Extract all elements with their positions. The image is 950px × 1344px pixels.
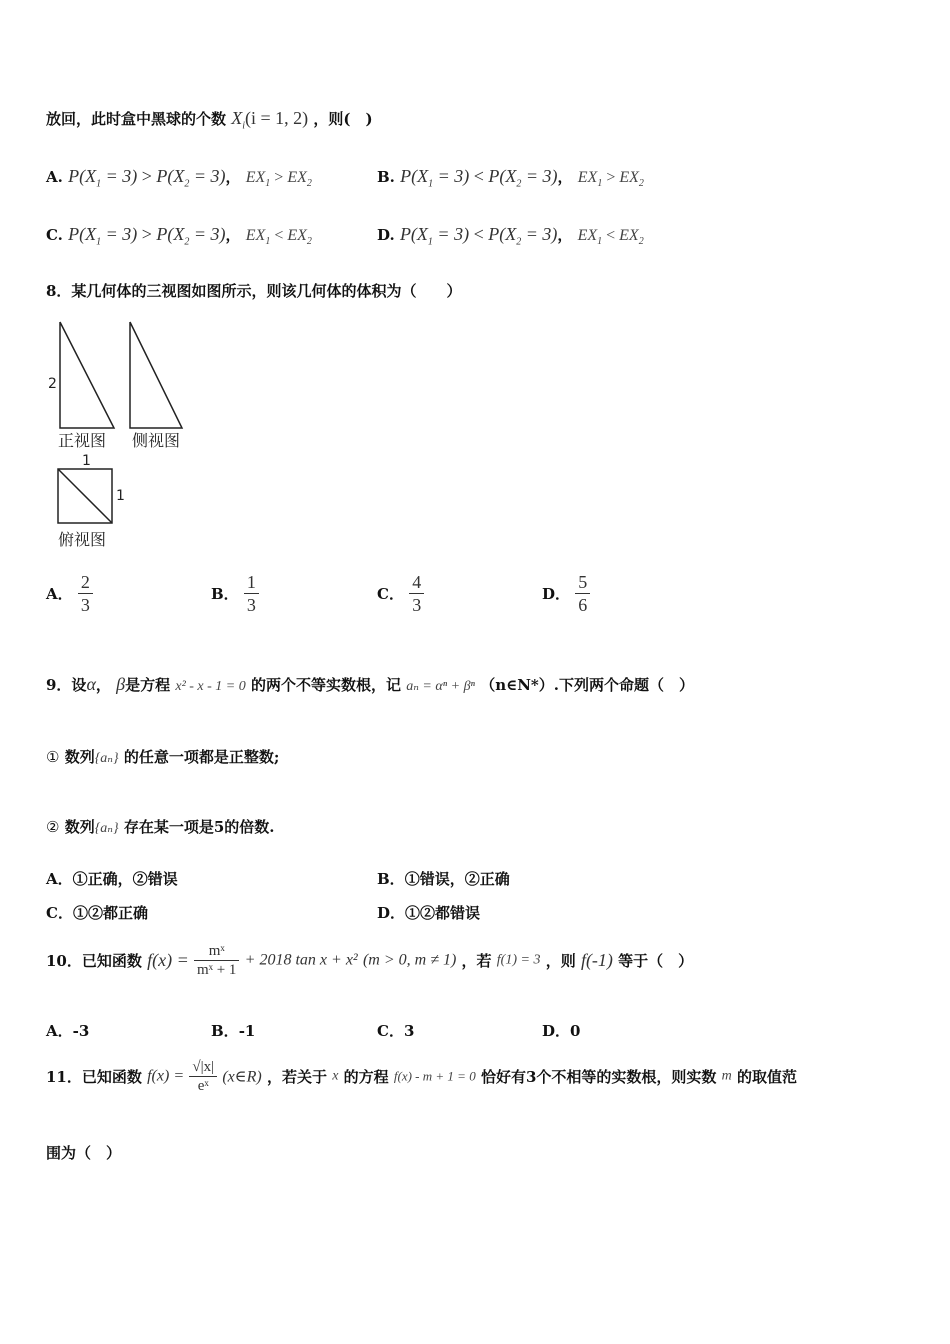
q8-option-d[interactable]: D． $\frac{5}{6}$ bbox=[542, 571, 590, 616]
q10-option-a[interactable]: A．-3 bbox=[46, 1022, 90, 1040]
q8-option-c[interactable]: C． $\frac{4}{3}$ bbox=[377, 571, 424, 616]
top-width-label: 1 bbox=[82, 453, 91, 469]
three-view-figure bbox=[44, 316, 204, 556]
top-view-label: 俯视图 bbox=[58, 530, 107, 549]
q10-stem: 10．已知函数 f(x) = $\frac{\text{mˣ}}{\text{mˣ + 1}}$ + 2018 tan x + x² (m > 0, m ≠ 1) ，若 f(1) = 3 ，则 f(-1) 等于（ ） bbox=[46, 943, 694, 978]
q10-option-b[interactable]: B．-1 bbox=[211, 1022, 256, 1040]
q8-option-a[interactable]: A． $\frac{2}{3}$ bbox=[46, 571, 93, 616]
q11-stem: 11．已知函数 f(x) = $\frac{√|x|}{\text{eˣ}}$ (x∈R) ，若关于 x 的方程 f(x) - m + 1 = 0 恰好有3个不相等的实数根，则实数 m 的取值范 bbox=[46, 1059, 797, 1094]
q9-option-a[interactable]: A．①正确，②错误 bbox=[46, 870, 178, 888]
side-view-label: 侧视图 bbox=[132, 431, 181, 450]
q9-statement-1: ① 数列{aₙ} 的任意一项都是正整数; bbox=[46, 748, 280, 766]
q8-option-b[interactable]: B． $\frac{1}{3}$ bbox=[211, 571, 259, 616]
q9-option-d[interactable]: D．①②都错误 bbox=[377, 904, 481, 922]
front-height-label: 2 bbox=[48, 376, 57, 392]
q9-option-b[interactable]: B．①错误，②正确 bbox=[377, 870, 510, 888]
q7-option-b[interactable]: B. $P(X_1 = 3) < P(X_2 = 3)$， $EX_1 > EX_2$ bbox=[377, 166, 644, 190]
q9-stem: 9．设α， β是方程 x² - x - 1 = 0 的两个不等实数根，记 aₙ = αⁿ + βⁿ （n∈N*）.下列两个命题（ ） bbox=[46, 674, 695, 694]
q7-continuation: 放回，此时盒中黑球的个数 $X_i(i = 1$, 2) ，则( ) bbox=[46, 108, 373, 132]
q10-option-c[interactable]: C．3 bbox=[377, 1022, 415, 1040]
q10-option-d[interactable]: D．0 bbox=[542, 1022, 581, 1040]
top-view-diagonal bbox=[58, 469, 112, 523]
q11-stem-continued: 围为（ ） bbox=[46, 1144, 122, 1162]
q7-option-c[interactable]: C. $P(X_1 = 3) > P(X_2 = 3)$， $EX_1 < EX_2$ bbox=[46, 224, 312, 248]
front-view-label: 正视图 bbox=[58, 431, 107, 450]
front-view-shape bbox=[60, 322, 114, 428]
q9-statement-2: ② 数列{aₙ} 存在某一项是5的倍数. bbox=[46, 818, 275, 836]
q9-option-c[interactable]: C．①②都正确 bbox=[46, 904, 148, 922]
q7-option-d[interactable]: D. $P(X_1 = 3) < P(X_2 = 3)$， $EX_1 < EX_2$ bbox=[377, 224, 644, 248]
side-view-shape bbox=[130, 322, 182, 428]
top-height-label: 1 bbox=[116, 488, 125, 504]
q7-option-a[interactable]: A. $P(X_1 = 3) > P(X_2 = 3)$， $EX_1 > EX_2$ bbox=[46, 166, 312, 190]
q8-stem: 8．某几何体的三视图如图所示，则该几何体的体积为（ ） bbox=[46, 282, 462, 300]
